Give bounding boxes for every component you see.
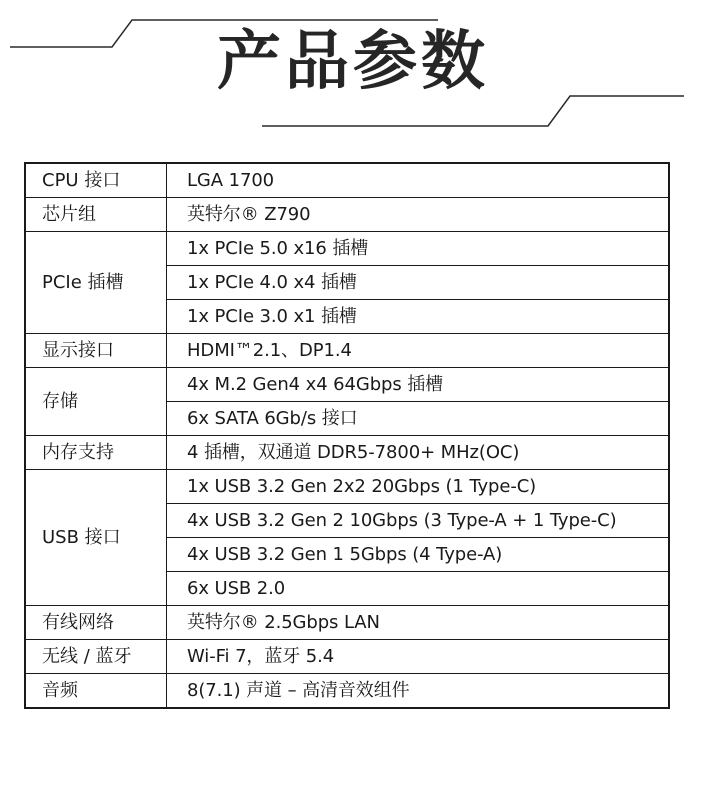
spec-value: 6x USB 2.0 <box>167 572 670 606</box>
table-row <box>25 674 669 709</box>
spec-key-lan: 有线网络 <box>25 606 167 640</box>
spec-key-display: 显示接口 <box>25 334 167 368</box>
spec-value: 1x PCIe 3.0 x1 插槽 <box>167 300 670 334</box>
spec-key-wireless: 无线 / 蓝牙 <box>25 640 167 674</box>
table-row <box>25 163 669 198</box>
spec-value: HDMI™2.1、DP1.4 <box>167 334 670 368</box>
page-title: 产品参数 <box>217 25 489 99</box>
table-row <box>25 198 669 232</box>
spec-value: 1x PCIe 5.0 x16 插槽 <box>167 232 670 266</box>
table-row <box>25 470 669 504</box>
spec-key-pcie: PCIe 插槽 <box>25 232 167 334</box>
spec-value: 4x USB 3.2 Gen 2 10Gbps (3 Type-A + 1 Type-C) <box>167 504 670 538</box>
table-row <box>25 606 669 640</box>
table-row <box>25 368 669 402</box>
table-row <box>25 232 669 266</box>
spec-key-chipset: 芯片组 <box>25 198 167 232</box>
spec-value: 4 插槽，双通道 DDR5-7800+ MHz(OC) <box>167 436 670 470</box>
spec-key-usb: USB 接口 <box>25 470 167 606</box>
spec-key-storage: 存储 <box>25 368 167 436</box>
table-row <box>25 334 669 368</box>
spec-value: 4x USB 3.2 Gen 1 5Gbps (4 Type-A) <box>167 538 670 572</box>
spec-value: 8(7.1) 声道 – 高清音效组件 <box>167 674 670 709</box>
spec-value: 英特尔® Z790 <box>167 198 670 232</box>
table-row <box>25 640 669 674</box>
spec-value: 1x USB 3.2 Gen 2x2 20Gbps (1 Type-C) <box>167 470 670 504</box>
spec-value: 1x PCIe 4.0 x4 插槽 <box>167 266 670 300</box>
table-row <box>25 436 669 470</box>
spec-value: 英特尔® 2.5Gbps LAN <box>167 606 670 640</box>
spec-value: 4x M.2 Gen4 x4 64Gbps 插槽 <box>167 368 670 402</box>
spec-key-cpu-socket: CPU 接口 <box>25 163 167 198</box>
spec-value: LGA 1700 <box>167 163 670 198</box>
spec-value: Wi-Fi 7，蓝牙 5.4 <box>167 640 670 674</box>
spec-table <box>24 162 670 709</box>
spec-key-audio: 音频 <box>25 674 167 709</box>
spec-value: 6x SATA 6Gb/s 接口 <box>167 402 670 436</box>
spec-key-memory: 内存支持 <box>25 436 167 470</box>
